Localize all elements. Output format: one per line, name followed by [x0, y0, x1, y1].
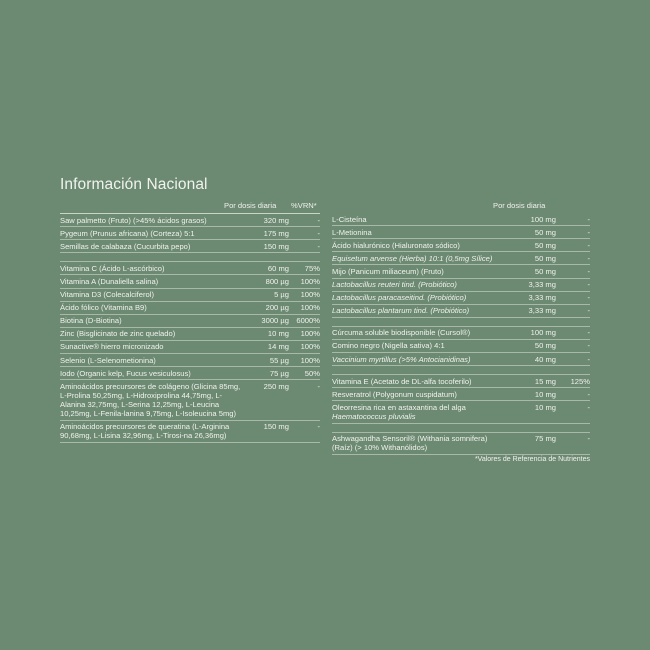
- table-row: [60, 240, 320, 253]
- table-header: [60, 200, 320, 214]
- table-row: [60, 380, 320, 420]
- ingredient-label: Aminoácidos precursores de colágeno (Glicina 85mg, L-Prolina 50,25mg, L-Hidroxiprolina 44,75mg, L-Alanina 32,75mg, L-Serina 12,25mg, L-Leucina 10,25mg, L-Fenila-lanina 9,75mg, L-Isoleucina 5mg): [60, 381, 241, 419]
- ingredient-label: Resveratrol (Polygonum cuspidatum): [332, 389, 457, 399]
- ingredient-vrn: 100%: [300, 355, 320, 365]
- ingredient-dose: 3000 µg: [261, 316, 289, 326]
- header-vrn: %VRN*: [291, 201, 317, 210]
- ingredient-name: [60, 264, 251, 273]
- ingredient-label: Mijo (Panicum miliaceum) (Fruto): [332, 266, 444, 276]
- ingredient-name: [332, 434, 506, 452]
- ingredient-dose: 200 µg: [265, 303, 289, 313]
- ingredient-vrn: -: [317, 241, 320, 251]
- ingredient-label: L-Metionina: [332, 227, 372, 237]
- ingredient-name: [332, 280, 506, 289]
- ingredient-dose: 75 mg: [534, 434, 556, 444]
- ingredient-label-extra: Haematococcus pluvialis: [332, 412, 416, 422]
- table-row: [60, 289, 320, 302]
- ingredient-name: [332, 328, 506, 337]
- ingredient-dose: 50 mg: [534, 253, 556, 263]
- ingredient-label: Comino negro (Nigella sativa) 4:1: [332, 341, 445, 351]
- ingredient-name: [60, 242, 251, 251]
- ingredient-vrn: 6000%: [296, 316, 320, 326]
- table-row: [332, 292, 590, 305]
- ingredient-dose: 10 mg: [267, 329, 289, 339]
- ingredient-name: [60, 316, 251, 325]
- ingredient-label: Zinc (Bisglicinato de zinc quelado): [60, 329, 176, 339]
- ingredient-label: Lactobacillus paracaseitind. (Probiótico): [332, 293, 467, 303]
- ingredient-vrn: -: [587, 306, 590, 316]
- table-row: [332, 305, 590, 318]
- ingredient-label: Oleorresina rica en astaxantina del alga: [332, 402, 466, 412]
- ingredient-dose: 175 mg: [263, 228, 289, 238]
- ingredient-vrn: -: [587, 402, 590, 412]
- nutrition-table-left: [60, 200, 320, 443]
- table-row: [332, 388, 590, 401]
- table-row: [60, 315, 320, 328]
- ingredient-name: [60, 290, 251, 299]
- table-row: [60, 354, 320, 367]
- ingredient-name: [332, 254, 506, 263]
- ingredient-vrn: 50%: [304, 368, 320, 378]
- ingredient-label: Lactobacillus plantarum tind. (Probiótico): [332, 306, 470, 316]
- table-row: [332, 252, 590, 265]
- ingredient-dose: 50 mg: [534, 341, 556, 351]
- ingredient-dose: 15 mg: [534, 376, 556, 386]
- ingredient-vrn: -: [587, 328, 590, 338]
- ingredient-dose: 800 µg: [265, 276, 289, 286]
- ingredient-label: Aminoácidos precursores de queratina (L-Arginina 90,68mg, L-Lisina 32,96mg, L-Tirosi-na 26,36mg): [60, 422, 230, 441]
- ingredient-name: [332, 390, 506, 399]
- table-row: [332, 433, 590, 455]
- ingredient-vrn: -: [587, 240, 590, 250]
- ingredient-vrn: -: [317, 381, 320, 391]
- table-row: [332, 375, 590, 388]
- table-row: [60, 341, 320, 354]
- ingredient-vrn: -: [587, 227, 590, 237]
- ingredient-vrn: 100%: [300, 276, 320, 286]
- table-row: [60, 302, 320, 315]
- ingredient-vrn: 100%: [300, 342, 320, 352]
- ingredient-name: [332, 355, 506, 364]
- ingredient-label: Semillas de calabaza (Cucurbita pepo): [60, 241, 191, 251]
- table-header: [332, 200, 590, 213]
- ingredient-vrn: -: [587, 293, 590, 303]
- ingredient-label: Saw palmetto (Fruto) (>45% ácidos grasos): [60, 215, 207, 225]
- ingredient-dose: 5 µg: [274, 290, 289, 300]
- ingredient-name: [332, 377, 506, 386]
- ingredient-dose: 3,33 mg: [528, 280, 556, 290]
- ingredient-dose: 150 mg: [263, 241, 289, 251]
- nutrition-table-right: [332, 200, 590, 455]
- ingredient-label: Vitamina C (Ácido L-ascórbico): [60, 263, 165, 273]
- ingredient-vrn: 125%: [570, 376, 590, 386]
- group-separator: [60, 253, 320, 262]
- ingredient-name: [60, 229, 251, 238]
- ingredient-dose: 3,33 mg: [528, 306, 556, 316]
- footnote: *Valores de Referencia de Nutrientes: [474, 456, 590, 463]
- ingredient-dose: 100 mg: [530, 214, 556, 224]
- page-title: Información Nacional: [60, 176, 208, 193]
- ingredient-dose: 50 mg: [534, 266, 556, 276]
- ingredient-label: Ácido fólico (Vitamina B9): [60, 303, 147, 313]
- ingredient-dose: 14 mg: [267, 342, 289, 352]
- ingredient-name: [332, 293, 506, 302]
- ingredient-name: [60, 342, 251, 351]
- header-dose: Por dosis diaria: [224, 201, 277, 210]
- ingredient-name: [60, 356, 251, 365]
- table-row: [332, 265, 590, 278]
- table-row: [332, 327, 590, 340]
- ingredient-name: [60, 216, 251, 225]
- ingredient-label: Biotina (D-Biotina): [60, 316, 122, 326]
- table-row: [60, 421, 320, 443]
- table-row: [332, 401, 590, 423]
- ingredient-vrn: -: [317, 228, 320, 238]
- ingredient-vrn: -: [587, 389, 590, 399]
- ingredient-vrn: -: [587, 266, 590, 276]
- ingredient-label: Vitamina E (Acetato de DL-alfa tocoferilo): [332, 376, 472, 386]
- ingredient-label: Equisetum arvense (Hierba) 10:1 (0,5mg Sílice): [332, 253, 493, 263]
- ingredient-label: Pygeum (Prunus africana) (Corteza) 5:1: [60, 228, 195, 238]
- ingredient-vrn: 100%: [300, 329, 320, 339]
- ingredient-dose: 50 mg: [534, 240, 556, 250]
- ingredient-name: [332, 267, 506, 276]
- ingredient-vrn: -: [587, 253, 590, 263]
- table-row: [332, 239, 590, 252]
- ingredient-label: Selenio (L-Selenometionina): [60, 355, 156, 365]
- ingredient-label: Ashwagandha Sensoril® (Withania somnifera) (Raíz) (> 10% Withanólidos): [332, 434, 488, 453]
- ingredient-label: Iodo (Organic kelp, Fucus vesiculosus): [60, 368, 191, 378]
- ingredient-name: [60, 369, 251, 378]
- ingredient-label: Vitamina A (Dunaliella salina): [60, 276, 159, 286]
- group-separator: [332, 424, 590, 433]
- ingredient-dose: 3,33 mg: [528, 293, 556, 303]
- ingredient-name: [60, 303, 251, 312]
- ingredient-name: [60, 277, 251, 286]
- ingredient-vrn: -: [587, 214, 590, 224]
- ingredient-name: [332, 341, 506, 350]
- ingredient-name: [332, 241, 506, 250]
- group-separator: [332, 318, 590, 327]
- ingredient-name: [60, 382, 251, 418]
- ingredient-label: Vaccinium myrtillus (>5% Antocianidinas): [332, 354, 471, 364]
- ingredient-dose: 250 mg: [263, 381, 289, 391]
- table-row: [60, 262, 320, 275]
- ingredient-vrn: 100%: [300, 290, 320, 300]
- ingredient-vrn: -: [317, 215, 320, 225]
- ingredient-vrn: -: [587, 354, 590, 364]
- ingredient-name: [332, 215, 506, 224]
- ingredient-dose: 40 mg: [534, 354, 556, 364]
- ingredient-vrn: -: [587, 341, 590, 351]
- group-separator: [332, 366, 590, 375]
- ingredient-vrn: -: [587, 280, 590, 290]
- ingredient-dose: 75 µg: [269, 368, 289, 378]
- table-row: [332, 213, 590, 226]
- ingredient-name: [332, 228, 506, 237]
- table-row: [332, 353, 590, 366]
- ingredient-vrn: -: [317, 422, 320, 432]
- ingredient-dose: 320 mg: [263, 215, 289, 225]
- ingredient-dose: 10 mg: [534, 389, 556, 399]
- ingredient-label: L-Cisteína: [332, 214, 367, 224]
- ingredient-dose: 55 µg: [269, 355, 289, 365]
- table-row: [60, 227, 320, 240]
- table-row: [332, 279, 590, 292]
- ingredient-vrn: 100%: [300, 303, 320, 313]
- ingredient-name: [60, 329, 251, 338]
- table-row: [60, 367, 320, 380]
- table-row: [60, 328, 320, 341]
- ingredient-vrn: 75%: [304, 263, 320, 273]
- ingredient-label: Lactobacillus reuteri tind. (Probiótico): [332, 280, 457, 290]
- ingredient-dose: 10 mg: [534, 402, 556, 412]
- ingredient-vrn: -: [587, 434, 590, 444]
- ingredient-name: [60, 422, 251, 440]
- table-row: [332, 340, 590, 353]
- table-row: [332, 226, 590, 239]
- ingredient-label: Sunactive® hierro micronizado: [60, 342, 164, 352]
- ingredient-label: Ácido hialurónico (Hialuronato sódico): [332, 240, 460, 250]
- ingredient-dose: 50 mg: [534, 227, 556, 237]
- ingredient-label: Cúrcuma soluble biodisponible (Cursol®): [332, 328, 471, 338]
- ingredient-dose: 100 mg: [530, 328, 556, 338]
- ingredient-dose: 60 mg: [267, 263, 289, 273]
- ingredient-dose: 150 mg: [263, 422, 289, 432]
- table-row: [60, 214, 320, 227]
- table-row: [60, 275, 320, 288]
- header-dose: Por dosis diaria: [493, 201, 546, 210]
- ingredient-label: Vitamina D3 (Colecalciferol): [60, 290, 154, 300]
- ingredient-name: [332, 403, 506, 421]
- ingredient-name: [332, 306, 506, 315]
